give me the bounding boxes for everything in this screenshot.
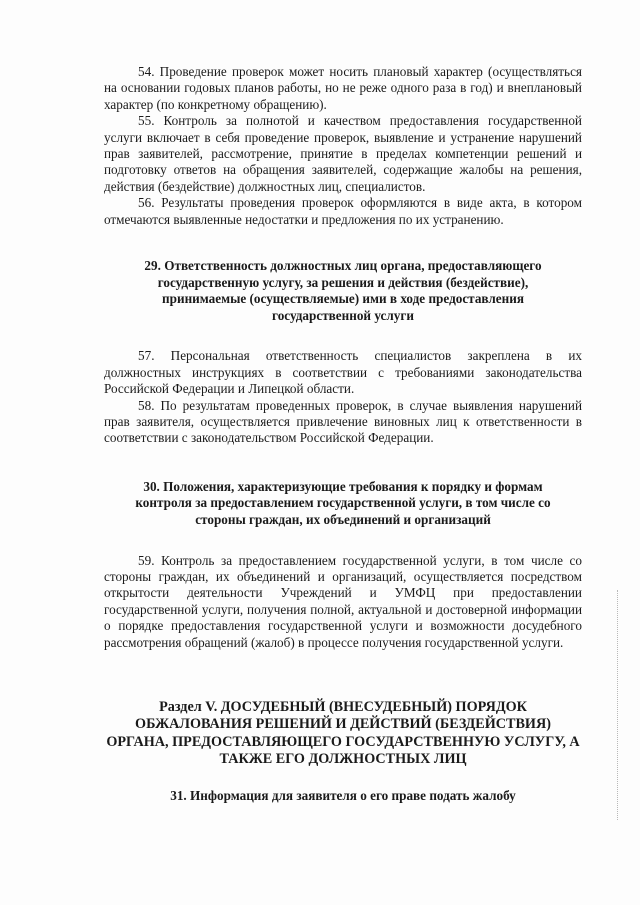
paragraph-55: 55. Контроль за полнотой и качеством предоставления государственной услуги включает в себя проведение проверок, выявление и устранение нарушений прав заявителей, рассмотрение, принятие в пределах компетенции решений и подготовку ответов на обращения заявителей, содержащие жалобы на решения, действия (бездействие) должностных лиц, специалистов. xyxy=(104,113,582,194)
paragraph-57: 57. Персональная ответственность специалистов закреплена в их должностных инструкциях в соответствии с требованиями законодательства Российской Федерации и Липецкой области. xyxy=(104,348,582,397)
paragraph-54: 54. Проведение проверок может носить плановый характер (осуществляться на основании годовых планов работы, но не реже одного раза в год) и внеплановый характер (по конкретному обращению). xyxy=(104,64,582,112)
section-v-title: Раздел V. ДОСУДЕБНЫЙ (ВНЕСУДЕБНЫЙ) ПОРЯДОК ОБЖАЛОВАНИЯ РЕШЕНИЙ И ДЕЙСТВИЙ (БЕЗДЕЙСТВИЯ) ОРГАНА, ПРЕДОСТАВЛЯЮЩЕГО ГОСУДАРСТВЕННУЮ УСЛУГУ, А ТАКЖЕ ЕГО ДОЛЖНОСТНЫХ ЛИЦ xyxy=(106,699,580,767)
section-heading-31: 31. Информация для заявителя о его праве подать жалобу xyxy=(170,787,516,803)
scan-edge-line xyxy=(616,590,618,820)
paragraph-59: 59. Контроль за предоставлением государственной услуги, в том числе со стороны граждан, их объединений и организаций, осуществляется посредством открытости деятельности Учреждений и УМФЦ при предоставлении государственной услуги, получения полной, актуальной и достоверной информации о порядке предоставления государственной услуги и возможности досудебного рассмотрения обращений (жалоб) в процессе получения государственной услуги. xyxy=(104,552,582,650)
section-heading-29: 29. Ответственность должностных лиц органа, предоставляющего государственную услугу, за решения и действия (бездействие), принимаемые (осуществляемые) ими в ходе предоставления государственной услуги xyxy=(144,258,542,323)
section-heading-30: 30. Положения, характеризующие требования к порядку и формам контроля за предоставлением государственной услуги, в том числе со стороны граждан, их объединений и организаций xyxy=(135,478,551,528)
document-body xyxy=(104,64,582,805)
paragraph-56: 56. Результаты проведения проверок оформляются в виде акта, в котором отмечаются выявленные недостатки и предложения по их устранению. xyxy=(104,195,582,227)
paragraph-58: 58. По результатам проведенных проверок, в случае выявления нарушений прав заявителя, осуществляется привлечение виновных лиц к ответственности в соответствии с законодательством Российской Федерации. xyxy=(104,397,582,446)
